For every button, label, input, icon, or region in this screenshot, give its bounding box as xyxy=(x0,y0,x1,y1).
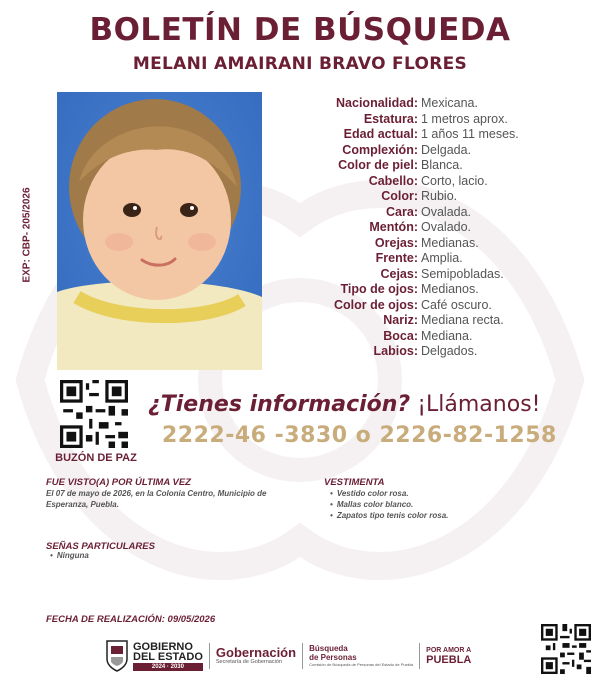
detail-row: Color: Rubio. xyxy=(381,189,458,203)
list-item: • Ninguna xyxy=(50,551,89,560)
detail-row: Cabello: Corto, lacio. xyxy=(368,173,488,188)
detail-row: Complexión: Delgada. xyxy=(342,142,472,157)
information-prompt xyxy=(148,392,540,417)
detail-row: Cara: Ovalada. xyxy=(386,204,472,219)
footer-qr-code[interactable] xyxy=(541,624,591,674)
list-item: • Zapatos tipo tenis color rosa. xyxy=(330,510,448,521)
last-seen-heading: FUE VISTO(A) POR ÚLTIMA VEZ xyxy=(46,477,191,488)
detail-row: Edad actual: 1 años 11 meses. xyxy=(343,127,519,141)
gobernacion-logo: Gobernación Secretaría de Gobernación xyxy=(215,645,297,665)
detail-row: Mentón: Ovalado. xyxy=(369,220,472,234)
detail-row: Nariz: Mediana recta. xyxy=(383,313,504,327)
missing-person-name: MELANI AMAIRANI BRAVO FLORES xyxy=(132,54,468,74)
state-shield-icon xyxy=(105,639,129,673)
clothing-list xyxy=(330,488,448,521)
last-seen-text: El 07 de mayo de 2026, en la Colonia Centro, Municipio de Esperanza, Puebla. xyxy=(46,489,267,509)
call-us-text: ¡Llámanos! xyxy=(417,392,541,417)
clothing-heading: VESTIMENTA xyxy=(324,477,385,488)
phone-numbers xyxy=(162,423,557,448)
bulletin-title: BOLETÍN DE BÚSQUEDA xyxy=(89,12,511,48)
list-item: • Mallas color blanco. xyxy=(330,499,448,510)
phone-or: o xyxy=(355,423,372,448)
detail-row: Frente: Amplia. xyxy=(375,251,463,265)
distinguishing-marks-list xyxy=(50,551,89,560)
list-item: • Vestido color rosa. xyxy=(330,488,448,499)
footer-divider xyxy=(302,643,303,669)
question-text: ¿Tienes información? xyxy=(148,392,411,417)
detail-row: Estatura: 1 metros aprox. xyxy=(363,111,508,126)
detail-row: Labios: Delgados. xyxy=(373,344,478,358)
physical-description xyxy=(300,96,590,360)
phone-number-2[interactable]: 2226-82-1258 xyxy=(379,423,557,448)
por-amor-a-puebla-logo: POR AMOR A PUEBLA xyxy=(426,646,472,666)
gobierno-del-estado-logo: GOBIERNO DEL ESTADO 2024 · 2030 xyxy=(133,640,203,670)
detail-row: Tipo de ojos: Medianos. xyxy=(340,282,479,296)
footer-logos xyxy=(105,636,471,676)
footer-divider xyxy=(419,643,420,669)
phone-number-1[interactable]: 2222-46 -3830 xyxy=(162,423,348,448)
detail-row: Orejas: Medianas. xyxy=(374,235,479,250)
detail-row: Color de piel: Blanca. xyxy=(338,158,463,172)
buzon-qr-code[interactable] xyxy=(60,380,128,448)
detail-row: Boca: Mediana. xyxy=(383,328,473,343)
detail-row: Color de ojos: Café oscuro. xyxy=(333,297,492,312)
busqueda-personas-logo: Búsqueda de Personas Comisión de Búsqueda de Personas del Estado de Puebla xyxy=(309,644,414,667)
footer-divider xyxy=(209,643,210,669)
distinguishing-marks-heading: SEÑAS PARTICULARES xyxy=(46,541,155,552)
detail-row: Cejas: Semipobladas. xyxy=(380,266,504,281)
detail-row: Nacionalidad: Mexicana. xyxy=(336,96,478,110)
creation-date: FECHA DE REALIZACIÓN: 09/05/2026 xyxy=(46,614,216,625)
expediente-number: EXP: CBP- 205/2026 xyxy=(21,187,33,283)
buzon-de-paz-label: BUZÓN DE PAZ xyxy=(55,452,137,464)
missing-person-photo xyxy=(57,92,262,370)
